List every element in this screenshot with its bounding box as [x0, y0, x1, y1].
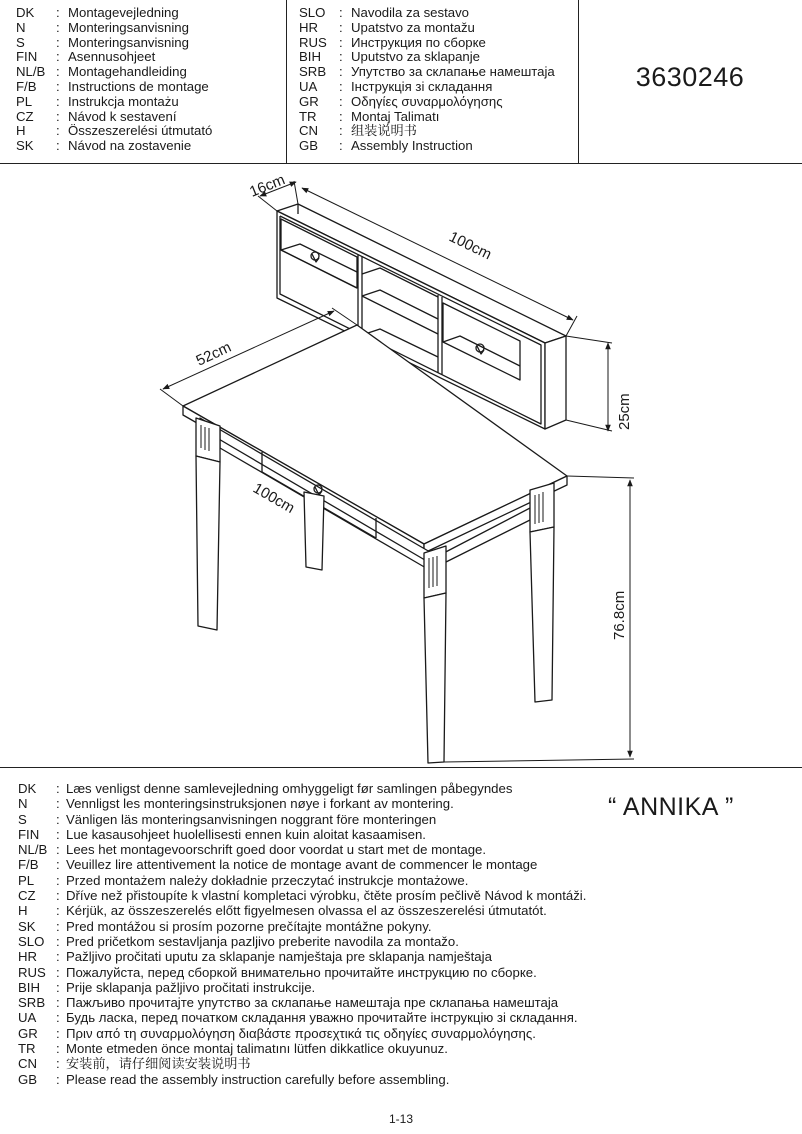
language-row [299, 80, 555, 95]
language-text: Lue kasausohjeet huolellisesti ennen kuin aloitat kasaamisen. [66, 826, 426, 842]
language-code: SRB [299, 64, 327, 80]
language-code: TR [18, 1041, 36, 1057]
language-row [299, 36, 555, 51]
language-code: PL [16, 93, 33, 109]
separator: : [56, 826, 60, 842]
language-text: Návod na zostavenie [68, 138, 192, 154]
separator: : [56, 49, 60, 65]
separator: : [56, 872, 60, 888]
section-divider [0, 767, 802, 768]
language-row [299, 110, 555, 125]
language-code: S [16, 34, 25, 50]
language-row [18, 934, 586, 949]
language-row [18, 1056, 586, 1071]
language-row [16, 65, 212, 80]
language-code: TR [299, 108, 317, 124]
language-row [18, 827, 586, 842]
language-row [18, 1041, 586, 1056]
separator: : [56, 108, 60, 124]
dim-desk-width: 100cm [250, 479, 298, 517]
language-code: PL [18, 872, 35, 888]
language-code: F/B [18, 857, 39, 873]
language-row [16, 36, 212, 51]
language-row [299, 124, 555, 139]
language-text: Veuillez lire attentivement la notice de montage avant de commencer le montage [66, 857, 538, 873]
language-text: Будь ласка, перед початком складання уважно прочитайте інструкцію зі складання. [66, 1010, 578, 1026]
title-languages-left [16, 6, 212, 154]
separator: : [339, 19, 343, 35]
language-code: FIN [18, 826, 40, 842]
language-row [16, 6, 212, 21]
separator: : [56, 842, 60, 858]
language-text: Monte etmeden önce montaj talimatını lütfen dikkatlice okuyunuz. [66, 1041, 448, 1057]
language-code: SRB [18, 995, 46, 1011]
language-text: Pažljivo pročitati uputu za sklapanje namještaja pre sklapanja namještaja [66, 949, 492, 965]
language-row [18, 980, 586, 995]
language-row [18, 965, 586, 980]
language-row [18, 873, 586, 888]
dim-hutch-width: 100cm [446, 228, 495, 264]
language-text: Instructions de montage [68, 78, 209, 94]
language-code: RUS [18, 964, 46, 980]
furniture-drawing [0, 163, 802, 765]
separator: : [56, 903, 60, 919]
language-code: CN [299, 123, 319, 139]
separator: : [339, 49, 343, 65]
separator: : [56, 123, 60, 139]
language-row [18, 888, 586, 903]
language-code: BIH [299, 49, 321, 65]
language-text: Пажљиво прочитајте упутство за склапање намештаја пре склапања намештаја [66, 995, 559, 1011]
separator: : [56, 918, 60, 934]
language-row [16, 50, 212, 65]
separator: : [56, 933, 60, 949]
language-code: GR [18, 1025, 38, 1041]
language-text: Οδηγίες συναρμολόγησης [351, 93, 503, 109]
language-code: S [18, 811, 27, 827]
language-code: DK [16, 5, 35, 20]
language-code: SK [16, 138, 34, 154]
language-code: SK [18, 918, 36, 934]
language-text: Vennligst les monteringsinstruksjonen nøye i forkant av montering. [66, 796, 454, 812]
separator: : [56, 1071, 60, 1087]
language-text: Pred pričetkom sestavljanja pazljivo preberite navodila za montažo. [66, 933, 459, 949]
language-code: CN [18, 1056, 38, 1072]
language-code: H [16, 123, 26, 139]
separator: : [56, 5, 60, 20]
dim-desk-depth: 52cm [193, 338, 234, 370]
language-text: Összeszerelési útmutató [68, 123, 213, 139]
separator: : [339, 108, 343, 124]
language-text: Monteringsanvisning [68, 34, 189, 50]
language-text: Przed montażem należy dokładnie przeczytać instrukcje montażowe. [66, 872, 469, 888]
language-text: Kérjük, az összeszerelés előtt figyelmesen olvassa el az összeszerelési útmutatót. [66, 903, 547, 919]
language-row [18, 919, 586, 934]
dim-hutch-depth: 16cm [247, 171, 288, 201]
language-text: Montagevejledning [68, 5, 179, 20]
language-text: 组装说明书 [351, 123, 417, 139]
language-row [16, 21, 212, 36]
language-text: Montagehandleiding [68, 64, 187, 80]
language-text: Dříve než přistoupíte k vlastní kompletaci výrobku, čtěte prosím pečlivě Návod k montáži. [66, 888, 587, 904]
language-row [18, 1026, 586, 1041]
language-row [16, 139, 212, 154]
separator: : [339, 78, 343, 94]
separator: : [56, 979, 60, 995]
separator: : [56, 19, 60, 35]
separator: : [56, 93, 60, 109]
language-code: BIH [18, 979, 40, 995]
language-row [18, 857, 586, 872]
language-text: Montaj Talimatı [351, 108, 440, 124]
separator: : [56, 888, 60, 904]
language-row [16, 124, 212, 139]
language-text: Πριν από τη συναρμολόγηση διαβάστε προσεχτικά τις οδηγίες συναρμολόγησης. [66, 1025, 536, 1041]
language-text: Pred montážou si prosím pozorne prečítajte montážne pokyny. [66, 918, 432, 934]
language-row [18, 1010, 586, 1025]
language-row [299, 95, 555, 110]
language-row [18, 995, 586, 1010]
language-row [18, 781, 586, 796]
language-code: SLO [18, 933, 45, 949]
language-text: Uputstvo za sklapanje [351, 49, 481, 65]
language-text: Asennusohjeet [68, 49, 156, 65]
language-text: Upatstvo za montažu [351, 19, 475, 35]
separator: : [56, 64, 60, 80]
product-name: “ ANNIKA ” [608, 793, 734, 821]
language-text: Lees het montagevoorschrift goed door voordat u start met de montage. [66, 842, 487, 858]
language-code: UA [18, 1010, 37, 1026]
language-row [18, 949, 586, 964]
dim-desk-height: 76.8cm [611, 590, 628, 640]
language-code: F/B [16, 78, 37, 94]
language-code: NL/B [18, 842, 48, 858]
header-divider-2 [578, 0, 579, 163]
language-text: Инструкция по сборке [351, 34, 486, 50]
separator: : [56, 811, 60, 827]
header [0, 0, 802, 164]
language-row [18, 842, 586, 857]
separator: : [56, 857, 60, 873]
header-divider-1 [286, 0, 287, 163]
language-row [299, 50, 555, 65]
language-text: Інструкція зі складання [351, 78, 493, 94]
language-row [18, 812, 586, 827]
language-code: DK [18, 781, 37, 796]
language-text: Návod k sestavení [68, 108, 177, 124]
language-text: Please read the assembly instruction carefully before assembling. [66, 1071, 450, 1087]
language-code: GB [18, 1071, 38, 1087]
language-text: Instrukcja montażu [68, 93, 179, 109]
language-code: NL/B [16, 64, 46, 80]
title-languages-right [299, 6, 555, 154]
separator: : [56, 1010, 60, 1026]
separator: : [339, 5, 343, 20]
separator: : [56, 1056, 60, 1072]
page-number: 1-13 [388, 1112, 414, 1126]
language-code: UA [299, 78, 318, 94]
language-row [16, 110, 212, 125]
language-text: Пожалуйста, перед сборкой внимательно прочитайте инструкцию по сборке. [66, 964, 537, 980]
language-text: Læs venligst denne samlevejledning omhyggeligt før samlingen påbegyndes [66, 781, 513, 796]
language-row [18, 903, 586, 918]
separator: : [56, 796, 60, 812]
separator: : [56, 78, 60, 94]
language-code: H [18, 903, 28, 919]
language-text: Navodila za sestavo [351, 5, 470, 20]
language-code: CZ [16, 108, 34, 124]
language-text: Упутство за склапање намештаја [351, 64, 555, 80]
dim-hutch-height: 25cm [616, 393, 633, 430]
language-code: HR [18, 949, 38, 965]
separator: : [56, 34, 60, 50]
separator: : [56, 949, 60, 965]
separator: : [339, 138, 343, 154]
language-code: N [16, 19, 26, 35]
separator: : [339, 64, 343, 80]
language-row [16, 80, 212, 95]
language-row [16, 95, 212, 110]
language-text: 安装前，请仔细阅读安装说明书 [66, 1056, 251, 1072]
separator: : [339, 93, 343, 109]
read-instructions-list [18, 781, 586, 1087]
language-code: SLO [299, 5, 326, 20]
separator: : [56, 1041, 60, 1057]
separator: : [339, 123, 343, 139]
language-code: RUS [299, 34, 327, 50]
language-row [299, 139, 555, 154]
language-text: Prije sklapanja pažljivo pročitati instrukcije. [66, 979, 316, 995]
language-code: CZ [18, 888, 36, 904]
language-text: Assembly Instruction [351, 138, 473, 154]
separator: : [56, 964, 60, 980]
separator: : [56, 1025, 60, 1041]
separator: : [56, 781, 60, 796]
language-text: Monteringsanvisning [68, 19, 189, 35]
separator: : [339, 34, 343, 50]
language-code: HR [299, 19, 319, 35]
language-row [18, 1072, 586, 1087]
language-code: GB [299, 138, 319, 154]
language-row [299, 65, 555, 80]
language-row [299, 6, 555, 21]
language-code: N [18, 796, 28, 812]
separator: : [56, 138, 60, 154]
language-code: GR [299, 93, 319, 109]
separator: : [56, 995, 60, 1011]
product-code: 3630246 [635, 62, 745, 92]
language-row [18, 796, 586, 811]
language-text: Vänligen läs monteringsanvisningen noggrant före monteringen [66, 811, 437, 827]
language-code: FIN [16, 49, 38, 65]
language-row [299, 21, 555, 36]
